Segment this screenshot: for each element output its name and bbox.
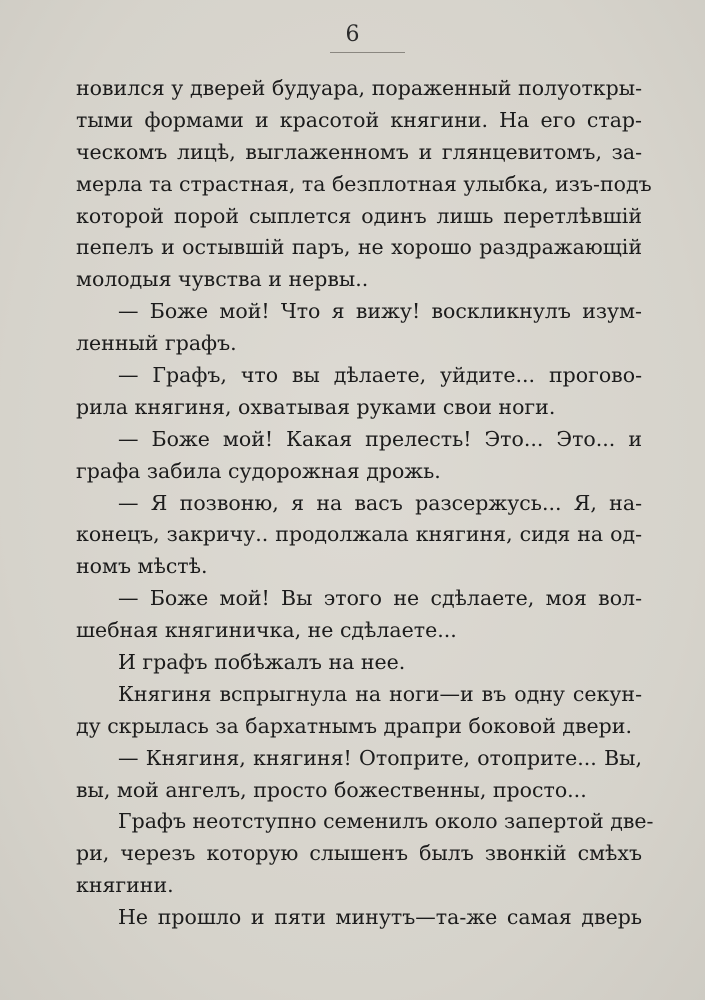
text-line: пепелъ и остывшій паръ, не хорошо раздражающій [76,235,642,260]
text-line: мерла та страстная, та безплотная улыбка, изъ-подъ [76,171,652,196]
text-line: — Боже мой! Вы этого не сдѣлаете, моя вол- [118,586,642,611]
body-text [76,73,654,934]
text-line: ду скрылась за бархатнымъ драпри боковой двери. [76,713,632,738]
text-line: которой порой сыплется одинъ лишь перетлѣвшій [76,203,642,228]
text-line: ческомъ лицѣ, выглаженномъ и глянцевитомъ, за- [76,139,642,164]
text-line: княгини. [76,873,174,898]
header-rule [330,52,405,53]
text-line: ленный графъ. [76,331,237,356]
text-line: — Я позвоню, я на васъ разсержусь... Я, на- [118,490,642,515]
text-line: Не прошло и пяти минутъ—та-же самая дверь [118,905,642,930]
text-line: рила княгиня, охватывая руками свои ноги. [76,394,556,419]
text-line: Графъ неотступно семенилъ около запертой две- [118,809,654,834]
text-line: тыми формами и красотой княгини. На его стар- [76,107,642,132]
text-line: И графъ побѣжалъ на нее. [118,650,406,675]
text-line: — Боже мой! Какая прелесть! Это... Это... и [118,426,642,451]
text-line: — Графъ, что вы дѣлаете, уйдите... прогово- [118,363,642,388]
text-line: — Княгиня, княгиня! Отоприте, отоприте... Вы, [118,745,642,770]
text-line: номъ мѣстѣ. [76,554,208,579]
text-line: конецъ, закричу.. продолжала княгиня, сидя на од- [76,522,642,547]
text-line: — Боже мой! Что я вижу! воскликнулъ изум- [118,299,642,324]
text-line: графа забила судорожная дрожь. [76,458,441,483]
text-line: новился у дверей будуара, пораженный полуоткры- [76,76,642,100]
text-line: Княгиня вспрыгнула на ноги—и въ одну секун- [118,681,642,706]
text-line: вы, мой ангелъ, просто божественны, просто... [76,777,587,802]
text-line: молодыя чувства и нервы.. [76,267,369,292]
page-number: 6 [345,22,360,47]
text-line: ри, черезъ которую слышенъ былъ звонкій смѣхъ [76,841,642,866]
text-line: шебная княгиничка, не сдѣлаете... [76,618,457,643]
